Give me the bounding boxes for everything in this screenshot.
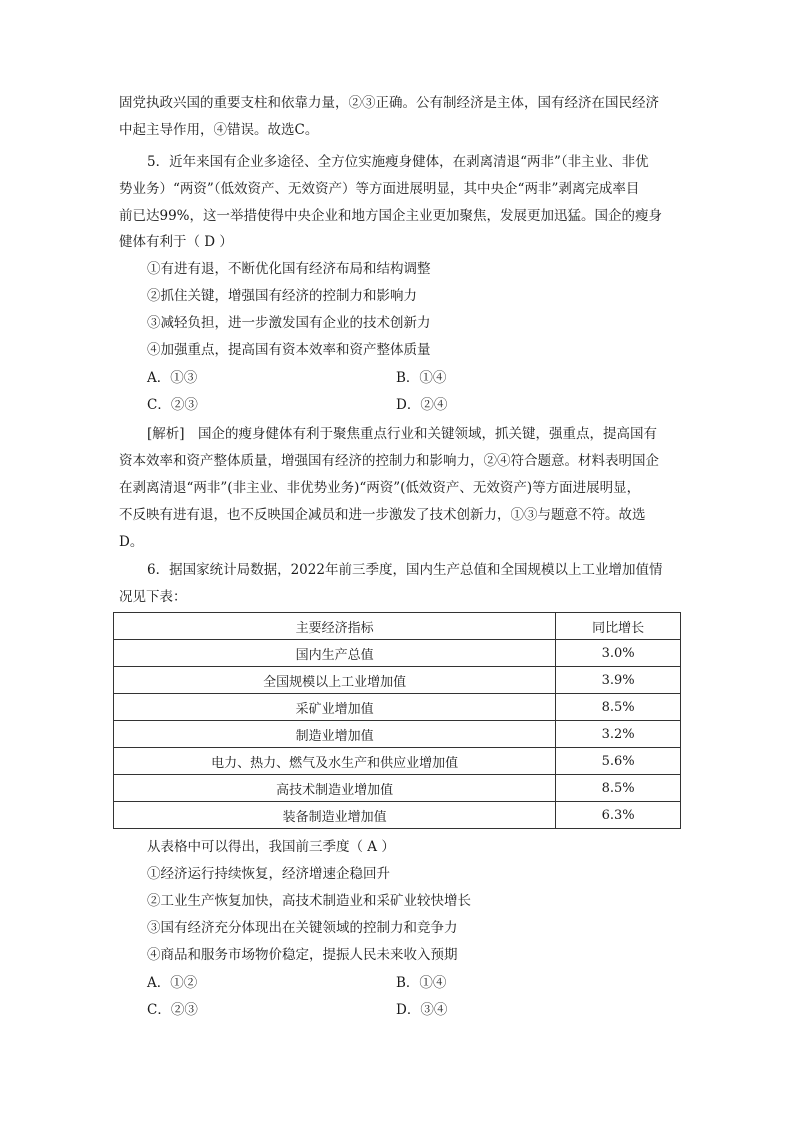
q5-option-1: ①有进有退，不断优化国有经济布局和结构调整 <box>147 261 431 277</box>
table-cell-growth: 3.0% <box>556 640 681 667</box>
economic-indicators-table <box>113 612 681 829</box>
table-cell-indicator: 制造业增加值 <box>114 721 556 748</box>
table-cell-indicator: 电力、热力、燃气及水生产和供应业增加值 <box>114 748 556 775</box>
table-cell-growth: 8.5% <box>556 775 681 802</box>
table-cell-indicator: 高技术制造业增加值 <box>114 775 556 802</box>
table-row <box>114 667 681 694</box>
table-header-growth: 同比增长 <box>556 613 681 640</box>
q6-option-3: ③国有经济充分体现出在关键领域的控制力和竞争力 <box>147 920 458 936</box>
q6-choice-c: C．②③ <box>147 1002 198 1018</box>
q5-analysis-line-3: 在剥离清退“两非”(非主业、非优势业务)“两资”(低效资产、无效资产)等方面进展明显， <box>119 480 641 496</box>
q6-choice-b: B．①④ <box>396 975 447 991</box>
q6-stem-line-1: 6．据国家统计局数据，2022年前三季度，国内生产总值和全国规模以上工业增加值情 <box>147 562 663 578</box>
table-row <box>114 721 681 748</box>
q5-stem-line-3: 前已达99%，这一举措使得中央企业和地方国企主业更加聚焦，发展更加迅猛。国企的瘦身 <box>119 208 663 224</box>
q6-choice-d: D．③④ <box>396 1002 448 1018</box>
intro-line-1: 固党执政兴国的重要支柱和依靠力量，②③正确。公有制经济是主体，国有经济在国民经济 <box>119 95 659 111</box>
q5-choice-c: C．②③ <box>147 397 198 413</box>
table-cell-growth: 8.5% <box>556 694 681 721</box>
q5-choice-a: A．①③ <box>147 370 198 386</box>
q5-stem-line-4: 健体有利于（ D ） <box>119 234 233 250</box>
q5-option-2: ②抓住关键，增强国有经济的控制力和影响力 <box>147 288 417 304</box>
q5-analysis-line-1: [解析] 国企的瘦身健体有利于聚焦重点行业和关键领域，抓关键，强重点，提高国有 <box>147 426 658 442</box>
table-cell-growth: 3.9% <box>556 667 681 694</box>
table-cell-indicator: 采矿业增加值 <box>114 694 556 721</box>
q6-option-2: ②工业生产恢复加快，高技术制造业和采矿业较快增长 <box>147 893 471 909</box>
q6-stem-line-2: 况见下表： <box>119 589 187 605</box>
table-row <box>114 748 681 775</box>
q5-analysis-line-5: D。 <box>119 534 144 550</box>
table-header-indicator: 主要经济指标 <box>114 613 556 640</box>
q5-stem-line-2: 势业务）“两资”（低效资产、无效资产）等方面进展明显，其中央企“两非”剥离完成率目 <box>119 181 640 197</box>
table-header-row <box>114 613 681 640</box>
table-row <box>114 802 681 829</box>
table-cell-growth: 3.2% <box>556 721 681 748</box>
table-cell-indicator: 国内生产总值 <box>114 640 556 667</box>
q6-option-4: ④商品和服务市场物价稳定，提振人民未来收入预期 <box>147 947 458 963</box>
q5-choice-b: B．①④ <box>396 370 447 386</box>
intro-line-2: 中起主导作用，④错误。故选C。 <box>119 122 319 138</box>
q5-analysis-line-4: 不反映有进有退，也不反映国企减员和进一步激发了技术创新力，①③与题意不符。故选 <box>119 507 646 523</box>
q6-choice-a: A．①② <box>147 975 198 991</box>
table-cell-growth: 5.6% <box>556 748 681 775</box>
table-cell-growth: 6.3% <box>556 802 681 829</box>
q5-choice-d: D．②④ <box>396 397 448 413</box>
table-row <box>114 640 681 667</box>
table-cell-indicator: 装备制造业增加值 <box>114 802 556 829</box>
q5-analysis-line-2: 资本效率和资产整体质量，增强国有经济的控制力和影响力，②④符合题意。材料表明国企 <box>119 453 659 469</box>
q5-option-4: ④加强重点，提高国有资本效率和资产整体质量 <box>147 342 431 358</box>
table-row <box>114 775 681 802</box>
q6-option-1: ①经济运行持续恢复，经济增速企稳回升 <box>147 866 390 882</box>
q5-option-3: ③减轻负担，进一步激发国有企业的技术创新力 <box>147 315 431 331</box>
q5-stem-line-1: 5．近年来国有企业多途径、全方位实施瘦身健体，在剥离清退“两非”（非主业、非优 <box>147 154 649 170</box>
q6-question: 从表格中可以得出，我国前三季度（ A ） <box>147 839 395 855</box>
table-row <box>114 694 681 721</box>
table-cell-indicator: 全国规模以上工业增加值 <box>114 667 556 694</box>
